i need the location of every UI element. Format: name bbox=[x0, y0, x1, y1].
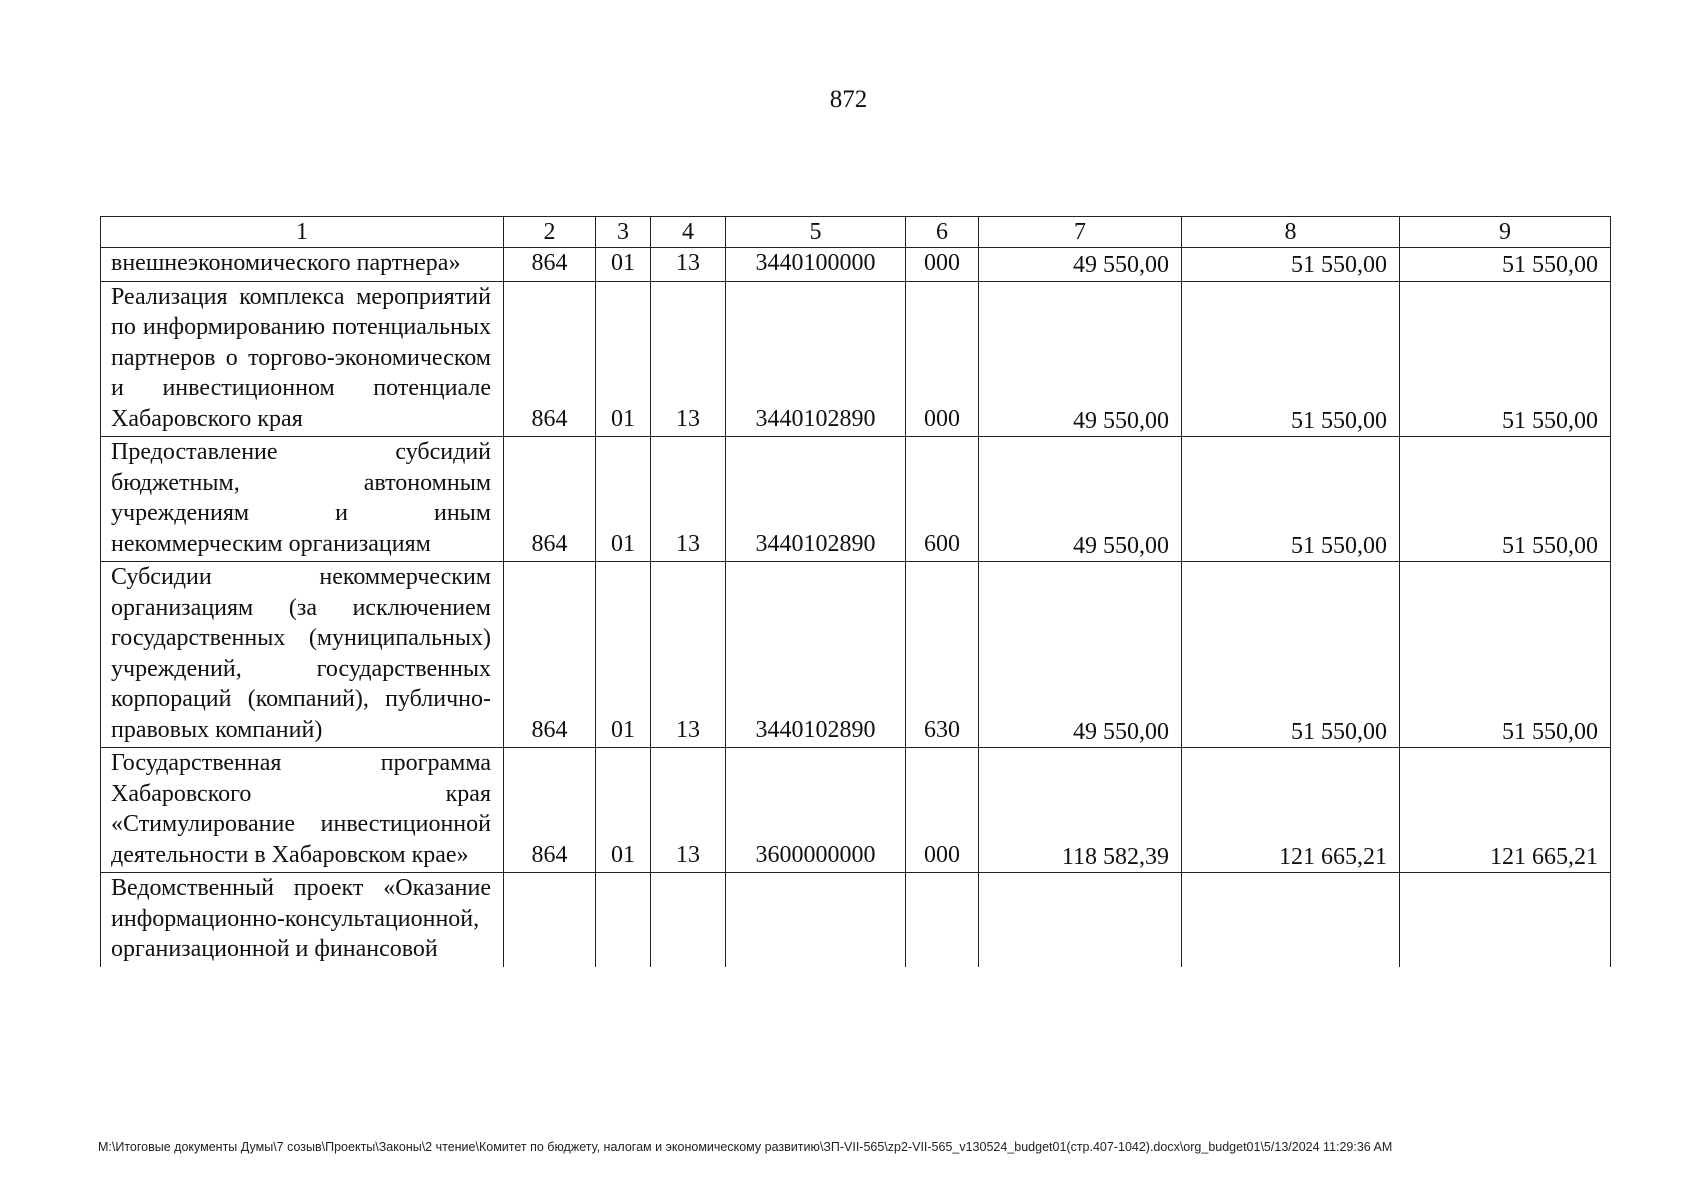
row-subsection-code: 13 bbox=[651, 281, 726, 437]
row-target-article: 3440100000 bbox=[726, 248, 906, 282]
table-row bbox=[101, 748, 1611, 873]
row-amount-col7: 49 550,00 bbox=[979, 248, 1182, 282]
row-amount-col8: 51 550,00 bbox=[1182, 281, 1400, 437]
row-amount-col7: 118 582,39 bbox=[979, 748, 1182, 873]
row-subsection-code: 13 bbox=[651, 748, 726, 873]
header-cell-8: 8 bbox=[1182, 217, 1400, 248]
row-amount-col9: 51 550,00 bbox=[1400, 562, 1611, 748]
table-row bbox=[101, 248, 1611, 282]
row-expense-type: 000 bbox=[906, 748, 979, 873]
row-amount-col8: 51 550,00 bbox=[1182, 437, 1400, 562]
row-target-article: 3600000000 bbox=[726, 748, 906, 873]
row-name: внешнеэкономического партнера» bbox=[101, 248, 504, 282]
row-name: Предоставление субсидий бюджетным, автономным учреждениям и иным некоммерческим организациям bbox=[101, 437, 504, 562]
row-section-code bbox=[596, 873, 651, 967]
row-amount-col8: 51 550,00 bbox=[1182, 562, 1400, 748]
page-number: 872 bbox=[829, 86, 868, 113]
row-subsection-code: 13 bbox=[651, 437, 726, 562]
row-amount-col8: 51 550,00 bbox=[1182, 248, 1400, 282]
row-amount-col7 bbox=[979, 873, 1182, 967]
table-header-row bbox=[101, 217, 1611, 248]
header-cell-3: 3 bbox=[596, 217, 651, 248]
header-cell-9: 9 bbox=[1400, 217, 1611, 248]
row-section-code: 01 bbox=[596, 437, 651, 562]
header-cell-2: 2 bbox=[504, 217, 596, 248]
table-row bbox=[101, 562, 1611, 748]
row-subsection-code: 13 bbox=[651, 248, 726, 282]
row-amount-col8: 121 665,21 bbox=[1182, 748, 1400, 873]
row-amount-col9: 51 550,00 bbox=[1400, 437, 1611, 562]
row-expense-type: 630 bbox=[906, 562, 979, 748]
table-row bbox=[101, 437, 1611, 562]
row-expense-type bbox=[906, 873, 979, 967]
row-department-code: 864 bbox=[504, 748, 596, 873]
row-target-article bbox=[726, 873, 906, 967]
row-amount-col8 bbox=[1182, 873, 1400, 967]
row-department-code bbox=[504, 873, 596, 967]
header-cell-4: 4 bbox=[651, 217, 726, 248]
row-expense-type: 600 bbox=[906, 437, 979, 562]
row-amount-col9: 51 550,00 bbox=[1400, 248, 1611, 282]
footer-file-path: М:\Итоговые документы Думы\7 созыв\Проекты\Законы\2 чтение\Комитет по бюджету, налогам и экономическому развитию\ЗП-VII-565\zp2-VII-565_v130524_budget01(стр.407-1042).docx\org_budget01\5/13/2024 11:29:36 AM bbox=[98, 1140, 1393, 1154]
budget-table bbox=[100, 216, 1611, 967]
row-expense-type: 000 bbox=[906, 281, 979, 437]
row-name: Реализация комплекса мероприятий по информированию потенциальных партнеров о торгово-экономическом и инвестиционном потенциале Хабаровского края bbox=[101, 281, 504, 437]
row-amount-col7: 49 550,00 bbox=[979, 281, 1182, 437]
row-target-article: 3440102890 bbox=[726, 562, 906, 748]
row-department-code: 864 bbox=[504, 248, 596, 282]
row-target-article: 3440102890 bbox=[726, 437, 906, 562]
row-subsection-code bbox=[651, 873, 726, 967]
row-amount-col9 bbox=[1400, 873, 1611, 967]
row-department-code: 864 bbox=[504, 562, 596, 748]
row-name: Ведомственный проект «Оказание информационно-консультационной, организационной и финансовой bbox=[101, 873, 504, 967]
row-section-code: 01 bbox=[596, 748, 651, 873]
table-row bbox=[101, 281, 1611, 437]
header-cell-6: 6 bbox=[906, 217, 979, 248]
row-name: Государственная программа Хабаровского края «Стимулирование инвестиционной деятельности в Хабаровском крае» bbox=[101, 748, 504, 873]
row-subsection-code: 13 bbox=[651, 562, 726, 748]
row-section-code: 01 bbox=[596, 248, 651, 282]
header-cell-1: 1 bbox=[101, 217, 504, 248]
row-department-code: 864 bbox=[504, 281, 596, 437]
row-amount-col9: 51 550,00 bbox=[1400, 281, 1611, 437]
row-department-code: 864 bbox=[504, 437, 596, 562]
row-section-code: 01 bbox=[596, 281, 651, 437]
header-cell-5: 5 bbox=[726, 217, 906, 248]
row-target-article: 3440102890 bbox=[726, 281, 906, 437]
row-name: Субсидии некоммерческим организациям (за исключением государственных (муниципальных) учреждений, государственных корпораций (компаний), публично-правовых компаний) bbox=[101, 562, 504, 748]
row-amount-col7: 49 550,00 bbox=[979, 437, 1182, 562]
row-amount-col7: 49 550,00 bbox=[979, 562, 1182, 748]
header-cell-7: 7 bbox=[979, 217, 1182, 248]
row-section-code: 01 bbox=[596, 562, 651, 748]
table-row bbox=[101, 873, 1611, 967]
row-expense-type: 000 bbox=[906, 248, 979, 282]
row-amount-col9: 121 665,21 bbox=[1400, 748, 1611, 873]
